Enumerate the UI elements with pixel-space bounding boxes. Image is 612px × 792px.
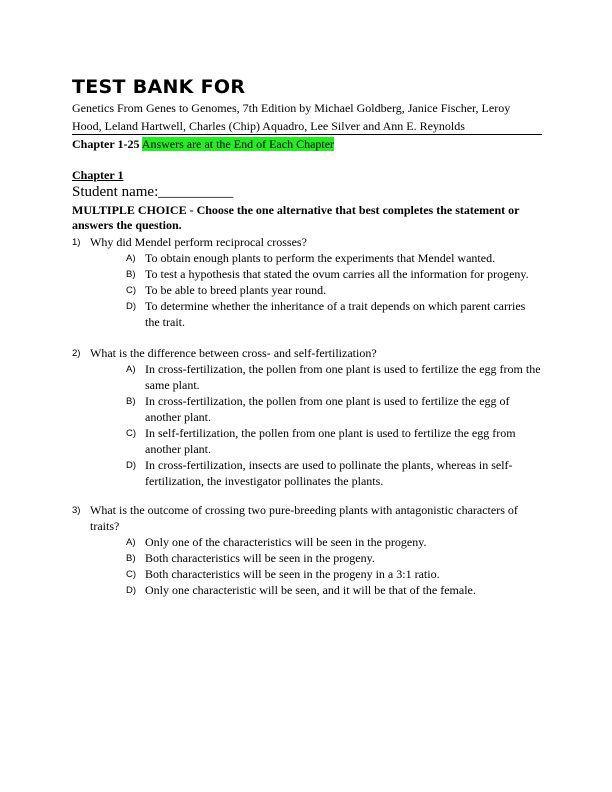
question-text: What is the difference between cross- and self-fertilization? [90, 346, 377, 360]
option-letter: D) [126, 585, 137, 596]
answer-option [126, 582, 542, 598]
answer-option [126, 534, 542, 550]
student-name-line: Student name:__________ [72, 184, 234, 200]
answer-option [126, 361, 542, 393]
option-text: Only one characteristic will be seen, and it will be that of the female. [145, 583, 476, 597]
page-title: TEST BANK FOR [72, 76, 246, 98]
chapter-range-line [72, 137, 334, 152]
option-letter: C) [126, 285, 137, 296]
answer-option [126, 250, 542, 266]
option-text: To determine whether the inheritance of a trait depends on which parent carries the trait. [145, 299, 526, 329]
option-letter: C) [126, 569, 137, 580]
option-text: To obtain enough plants to perform the experiments that Mendel wanted. [145, 251, 496, 265]
answers-note-highlight: Answers are at the End of Each Chapter [141, 137, 335, 151]
question-1 [72, 234, 542, 330]
option-letter: C) [126, 428, 137, 439]
question-number: 2) [72, 348, 81, 359]
option-letter: A) [126, 253, 136, 264]
question-text: What is the outcome of crossing two pure-breeding plants with antagonistic characters of traits? [90, 503, 518, 533]
chapter-range: Chapter 1-25 [72, 137, 140, 151]
question-number: 3) [72, 505, 81, 516]
option-text: Both characteristics will be seen in the progeny. [145, 551, 375, 565]
option-text: In cross-fertilization, the pollen from one plant is used to fertilize the egg from the same plant. [145, 362, 541, 392]
option-letter: D) [126, 460, 137, 471]
answer-option [126, 393, 542, 425]
question-number: 1) [72, 237, 81, 248]
option-letter: B) [126, 553, 136, 564]
book-subtitle: Genetics From Genes to Genomes, 7th Edition by Michael Goldberg, Janice Fischer, Leroy Hood, Leland Hartwell, Charles (Chip) Aquadro, Lee Silver and Ann E. Reynolds [72, 101, 511, 133]
chapter-heading: Chapter 1 [72, 168, 124, 182]
option-letter: B) [126, 269, 136, 280]
option-text: In self-fertilization, the pollen from one plant is used to fertilize the egg from another plant. [145, 426, 516, 456]
answer-option [126, 457, 542, 489]
option-letter: A) [126, 364, 136, 375]
header-divider [72, 134, 542, 135]
question-3 [72, 502, 542, 598]
answer-option [126, 566, 542, 582]
question-text: Why did Mendel perform reciprocal crosses? [90, 235, 307, 249]
multiple-choice-instructions: MULTIPLE CHOICE - Choose the one alternative that best completes the statement or answers the question. [72, 203, 520, 232]
option-text: To be able to breed plants year round. [145, 283, 327, 297]
answer-option [126, 425, 542, 457]
option-letter: A) [126, 537, 136, 548]
option-text: In cross-fertilization, the pollen from one plant is used to fertilize the egg of another plant. [145, 394, 510, 424]
question-2 [72, 345, 542, 489]
option-letter: D) [126, 301, 137, 312]
answer-option [126, 266, 542, 282]
answer-option [126, 298, 542, 330]
option-letter: B) [126, 396, 136, 407]
option-text: In cross-fertilization, insects are used to pollinate the plants, whereas in self-fertilization, the investigator pollinates the plants. [145, 458, 513, 488]
answer-option [126, 550, 542, 566]
option-text: To test a hypothesis that stated the ovum carries all the information for progeny. [145, 267, 529, 281]
option-text: Both characteristics will be seen in the progeny in a 3:1 ratio. [145, 567, 440, 581]
option-text: Only one of the characteristics will be seen in the progeny. [145, 535, 427, 549]
answer-option [126, 282, 542, 298]
